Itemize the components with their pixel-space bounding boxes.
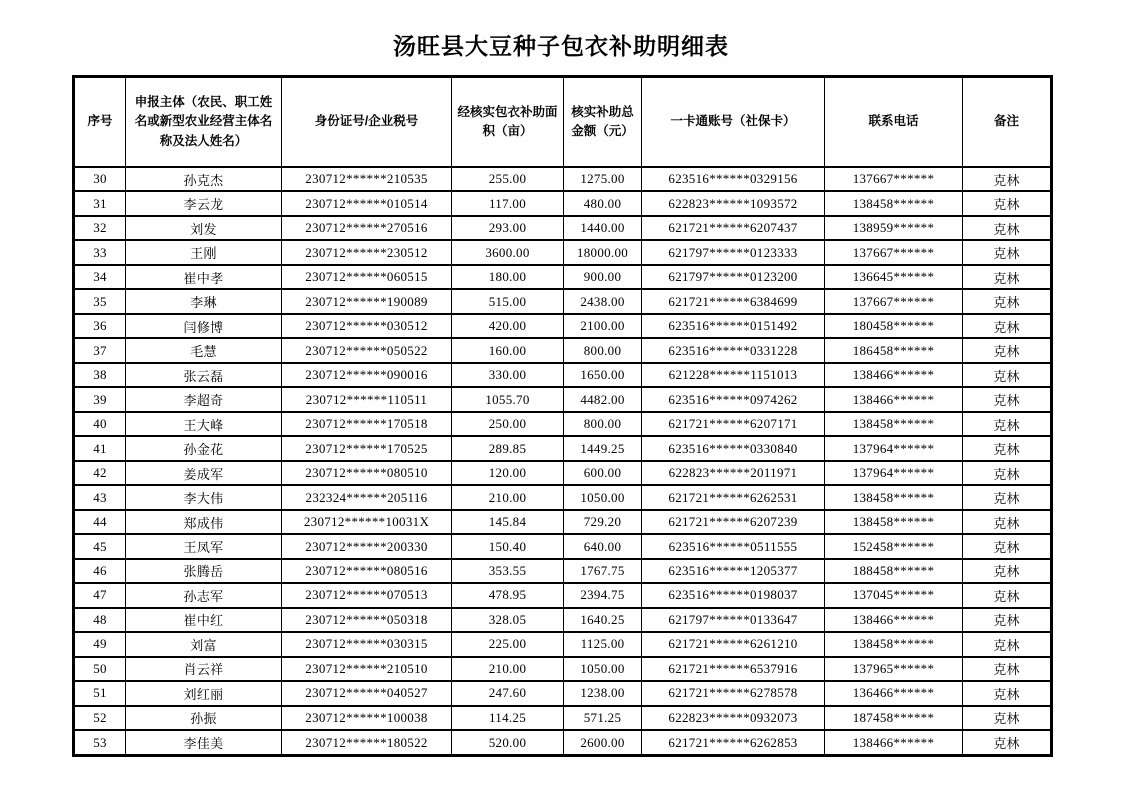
cell-remark: 克林: [963, 412, 1052, 436]
header-amount: 核实补助总金额（元）: [564, 77, 642, 168]
cell-phone: 138458******: [825, 510, 963, 534]
cell-applicant: 崔中孝: [126, 265, 282, 289]
cell-id_number: 230712******050318: [282, 608, 452, 632]
table-row: [74, 412, 1052, 436]
cell-area: 330.00: [452, 363, 564, 387]
cell-phone: 137964******: [825, 436, 963, 460]
cell-remark: 克林: [963, 461, 1052, 485]
cell-amount: 1449.25: [564, 436, 642, 460]
cell-id_number: 230712******230512: [282, 240, 452, 264]
cell-no: 44: [74, 510, 126, 534]
cell-no: 31: [74, 191, 126, 215]
header-id-number: 身份证号/企业税号: [282, 77, 452, 168]
cell-applicant: 王凤军: [126, 534, 282, 558]
cell-area: 120.00: [452, 461, 564, 485]
cell-remark: 克林: [963, 559, 1052, 583]
table-row: [74, 436, 1052, 460]
cell-remark: 克林: [963, 387, 1052, 411]
table-row: [74, 265, 1052, 289]
cell-applicant: 孙志军: [126, 583, 282, 607]
cell-no: 45: [74, 534, 126, 558]
table-row: [74, 461, 1052, 485]
cell-no: 34: [74, 265, 126, 289]
table-row: [74, 706, 1052, 730]
table-header: [74, 77, 1052, 168]
cell-area: 478.95: [452, 583, 564, 607]
cell-id_number: 232324******205116: [282, 485, 452, 509]
cell-applicant: 孙克杰: [126, 167, 282, 191]
cell-amount: 1650.00: [564, 363, 642, 387]
header-account: 一卡通账号（社保卡）: [642, 77, 825, 168]
cell-account: 621797******0133647: [642, 608, 825, 632]
cell-applicant: 闫修博: [126, 314, 282, 338]
cell-applicant: 郑成伟: [126, 510, 282, 534]
cell-id_number: 230712******080516: [282, 559, 452, 583]
page-title: 汤旺县大豆种子包衣补助明细表: [393, 33, 729, 59]
cell-id_number: 230712******010514: [282, 191, 452, 215]
cell-no: 46: [74, 559, 126, 583]
cell-id_number: 230712******040527: [282, 681, 452, 705]
cell-remark: 克林: [963, 632, 1052, 656]
cell-remark: 克林: [963, 216, 1052, 240]
cell-id_number: 230712******270516: [282, 216, 452, 240]
cell-account: 621797******0123333: [642, 240, 825, 264]
cell-phone: 188458******: [825, 559, 963, 583]
cell-remark: 克林: [963, 657, 1052, 681]
table-row: [74, 387, 1052, 411]
cell-account: 621228******1151013: [642, 363, 825, 387]
cell-no: 51: [74, 681, 126, 705]
table-row: [74, 314, 1052, 338]
cell-area: 210.00: [452, 657, 564, 681]
cell-phone: 137965******: [825, 657, 963, 681]
subsidy-table-container: [72, 75, 1050, 757]
cell-remark: 克林: [963, 485, 1052, 509]
cell-id_number: 230712******090016: [282, 363, 452, 387]
table-row: [74, 657, 1052, 681]
cell-area: 515.00: [452, 289, 564, 313]
cell-no: 41: [74, 436, 126, 460]
cell-applicant: 毛慧: [126, 338, 282, 362]
cell-remark: 克林: [963, 167, 1052, 191]
cell-area: 210.00: [452, 485, 564, 509]
cell-phone: 138458******: [825, 412, 963, 436]
cell-account: 621721******6207437: [642, 216, 825, 240]
cell-amount: 1275.00: [564, 167, 642, 191]
cell-applicant: 王大峰: [126, 412, 282, 436]
cell-id_number: 230712******100038: [282, 706, 452, 730]
cell-amount: 4482.00: [564, 387, 642, 411]
cell-area: 225.00: [452, 632, 564, 656]
cell-no: 50: [74, 657, 126, 681]
cell-phone: 136466******: [825, 681, 963, 705]
cell-remark: 克林: [963, 583, 1052, 607]
table-row: [74, 559, 1052, 583]
cell-remark: 克林: [963, 706, 1052, 730]
cell-id_number: 230712******110511: [282, 387, 452, 411]
cell-amount: 1125.00: [564, 632, 642, 656]
cell-applicant: 刘红丽: [126, 681, 282, 705]
cell-no: 36: [74, 314, 126, 338]
cell-amount: 1767.75: [564, 559, 642, 583]
cell-applicant: 李大伟: [126, 485, 282, 509]
cell-no: 42: [74, 461, 126, 485]
cell-remark: 克林: [963, 436, 1052, 460]
cell-applicant: 李佳美: [126, 730, 282, 755]
cell-amount: 2394.75: [564, 583, 642, 607]
cell-amount: 900.00: [564, 265, 642, 289]
cell-remark: 克林: [963, 314, 1052, 338]
cell-id_number: 230712******10031X: [282, 510, 452, 534]
cell-id_number: 230712******060515: [282, 265, 452, 289]
table-row: [74, 216, 1052, 240]
cell-area: 180.00: [452, 265, 564, 289]
cell-phone: 152458******: [825, 534, 963, 558]
cell-applicant: 姜成军: [126, 461, 282, 485]
cell-area: 420.00: [452, 314, 564, 338]
cell-area: 328.05: [452, 608, 564, 632]
table-row: [74, 485, 1052, 509]
cell-applicant: 刘富: [126, 632, 282, 656]
cell-applicant: 王刚: [126, 240, 282, 264]
table-row: [74, 534, 1052, 558]
cell-remark: 克林: [963, 681, 1052, 705]
cell-id_number: 230712******070513: [282, 583, 452, 607]
header-row: [74, 77, 1052, 168]
header-no: 序号: [74, 77, 126, 168]
cell-id_number: 230712******200330: [282, 534, 452, 558]
cell-account: 621721******6262853: [642, 730, 825, 755]
cell-remark: 克林: [963, 240, 1052, 264]
cell-phone: 136645******: [825, 265, 963, 289]
table-row: [74, 632, 1052, 656]
cell-applicant: 肖云祥: [126, 657, 282, 681]
table-body: [74, 167, 1052, 756]
cell-phone: 137667******: [825, 240, 963, 264]
cell-phone: 138466******: [825, 608, 963, 632]
cell-applicant: 张腾岳: [126, 559, 282, 583]
cell-phone: 138466******: [825, 730, 963, 755]
cell-phone: 180458******: [825, 314, 963, 338]
cell-amount: 729.20: [564, 510, 642, 534]
cell-area: 247.60: [452, 681, 564, 705]
cell-no: 48: [74, 608, 126, 632]
cell-phone: 186458******: [825, 338, 963, 362]
table-row: [74, 583, 1052, 607]
cell-no: 40: [74, 412, 126, 436]
cell-amount: 480.00: [564, 191, 642, 215]
cell-amount: 1238.00: [564, 681, 642, 705]
cell-id_number: 230712******170525: [282, 436, 452, 460]
cell-area: 289.85: [452, 436, 564, 460]
cell-amount: 640.00: [564, 534, 642, 558]
cell-remark: 克林: [963, 608, 1052, 632]
cell-amount: 600.00: [564, 461, 642, 485]
cell-amount: 800.00: [564, 412, 642, 436]
cell-remark: 克林: [963, 730, 1052, 755]
cell-area: 293.00: [452, 216, 564, 240]
cell-applicant: 李琳: [126, 289, 282, 313]
cell-id_number: 230712******050522: [282, 338, 452, 362]
cell-account: 623516******0329156: [642, 167, 825, 191]
cell-amount: 1640.25: [564, 608, 642, 632]
cell-applicant: 刘发: [126, 216, 282, 240]
cell-id_number: 230712******210535: [282, 167, 452, 191]
cell-area: 520.00: [452, 730, 564, 755]
header-area: 经核实包衣补助面积（亩）: [452, 77, 564, 168]
header-applicant: 申报主体（农民、职工姓名或新型农业经营主体名称及法人姓名）: [126, 77, 282, 168]
cell-applicant: 李超奇: [126, 387, 282, 411]
cell-no: 35: [74, 289, 126, 313]
cell-amount: 2100.00: [564, 314, 642, 338]
cell-phone: 138466******: [825, 363, 963, 387]
cell-account: 623516******0331228: [642, 338, 825, 362]
table-row: [74, 730, 1052, 755]
cell-no: 38: [74, 363, 126, 387]
cell-area: 1055.70: [452, 387, 564, 411]
cell-account: 623516******0198037: [642, 583, 825, 607]
header-phone: 联系电话: [825, 77, 963, 168]
table-row: [74, 510, 1052, 534]
cell-remark: 克林: [963, 289, 1052, 313]
cell-account: 622823******2011971: [642, 461, 825, 485]
cell-amount: 2438.00: [564, 289, 642, 313]
cell-amount: 1050.00: [564, 657, 642, 681]
cell-area: 145.84: [452, 510, 564, 534]
cell-phone: 138458******: [825, 485, 963, 509]
cell-applicant: 李云龙: [126, 191, 282, 215]
table-row: [74, 681, 1052, 705]
cell-remark: 克林: [963, 338, 1052, 362]
cell-area: 114.25: [452, 706, 564, 730]
cell-account: 621721******6278578: [642, 681, 825, 705]
cell-remark: 克林: [963, 363, 1052, 387]
cell-amount: 571.25: [564, 706, 642, 730]
cell-phone: 137667******: [825, 167, 963, 191]
cell-account: 621797******0123200: [642, 265, 825, 289]
cell-applicant: 张云磊: [126, 363, 282, 387]
cell-amount: 2600.00: [564, 730, 642, 755]
cell-area: 150.40: [452, 534, 564, 558]
cell-account: 621721******6537916: [642, 657, 825, 681]
cell-phone: 137045******: [825, 583, 963, 607]
cell-account: 621721******6384699: [642, 289, 825, 313]
cell-no: 37: [74, 338, 126, 362]
cell-account: 621721******6207239: [642, 510, 825, 534]
table-row: [74, 363, 1052, 387]
cell-phone: 138458******: [825, 191, 963, 215]
cell-id_number: 230712******190089: [282, 289, 452, 313]
cell-no: 33: [74, 240, 126, 264]
cell-account: 623516******0151492: [642, 314, 825, 338]
cell-id_number: 230712******030512: [282, 314, 452, 338]
cell-no: 47: [74, 583, 126, 607]
cell-area: 250.00: [452, 412, 564, 436]
subsidy-table: [72, 75, 1053, 757]
cell-id_number: 230712******030315: [282, 632, 452, 656]
table-row: [74, 167, 1052, 191]
cell-applicant: 崔中红: [126, 608, 282, 632]
cell-phone: 138959******: [825, 216, 963, 240]
cell-remark: 克林: [963, 534, 1052, 558]
cell-account: 622823******1093572: [642, 191, 825, 215]
cell-id_number: 230712******210510: [282, 657, 452, 681]
cell-area: 117.00: [452, 191, 564, 215]
cell-account: 623516******0511555: [642, 534, 825, 558]
table-row: [74, 191, 1052, 215]
cell-phone: 137667******: [825, 289, 963, 313]
cell-phone: 187458******: [825, 706, 963, 730]
cell-no: 53: [74, 730, 126, 755]
cell-area: 3600.00: [452, 240, 564, 264]
cell-account: 621721******6261210: [642, 632, 825, 656]
header-remark: 备注: [963, 77, 1052, 168]
cell-account: 622823******0932073: [642, 706, 825, 730]
cell-remark: 克林: [963, 510, 1052, 534]
cell-no: 43: [74, 485, 126, 509]
cell-area: 160.00: [452, 338, 564, 362]
cell-account: 623516******0330840: [642, 436, 825, 460]
cell-phone: 138466******: [825, 387, 963, 411]
cell-id_number: 230712******180522: [282, 730, 452, 755]
cell-amount: 18000.00: [564, 240, 642, 264]
cell-account: 623516******0974262: [642, 387, 825, 411]
cell-phone: 137964******: [825, 461, 963, 485]
cell-area: 353.55: [452, 559, 564, 583]
cell-account: 623516******1205377: [642, 559, 825, 583]
cell-applicant: 孙振: [126, 706, 282, 730]
table-row: [74, 289, 1052, 313]
table-row: [74, 240, 1052, 264]
cell-remark: 克林: [963, 191, 1052, 215]
cell-applicant: 孙金花: [126, 436, 282, 460]
table-row: [74, 608, 1052, 632]
cell-amount: 1050.00: [564, 485, 642, 509]
cell-account: 621721******6262531: [642, 485, 825, 509]
cell-no: 39: [74, 387, 126, 411]
cell-id_number: 230712******080510: [282, 461, 452, 485]
table-row: [74, 338, 1052, 362]
cell-id_number: 230712******170518: [282, 412, 452, 436]
cell-account: 621721******6207171: [642, 412, 825, 436]
cell-area: 255.00: [452, 167, 564, 191]
cell-amount: 1440.00: [564, 216, 642, 240]
cell-remark: 克林: [963, 265, 1052, 289]
cell-amount: 800.00: [564, 338, 642, 362]
cell-no: 32: [74, 216, 126, 240]
cell-no: 30: [74, 167, 126, 191]
cell-phone: 138458******: [825, 632, 963, 656]
cell-no: 52: [74, 706, 126, 730]
cell-no: 49: [74, 632, 126, 656]
